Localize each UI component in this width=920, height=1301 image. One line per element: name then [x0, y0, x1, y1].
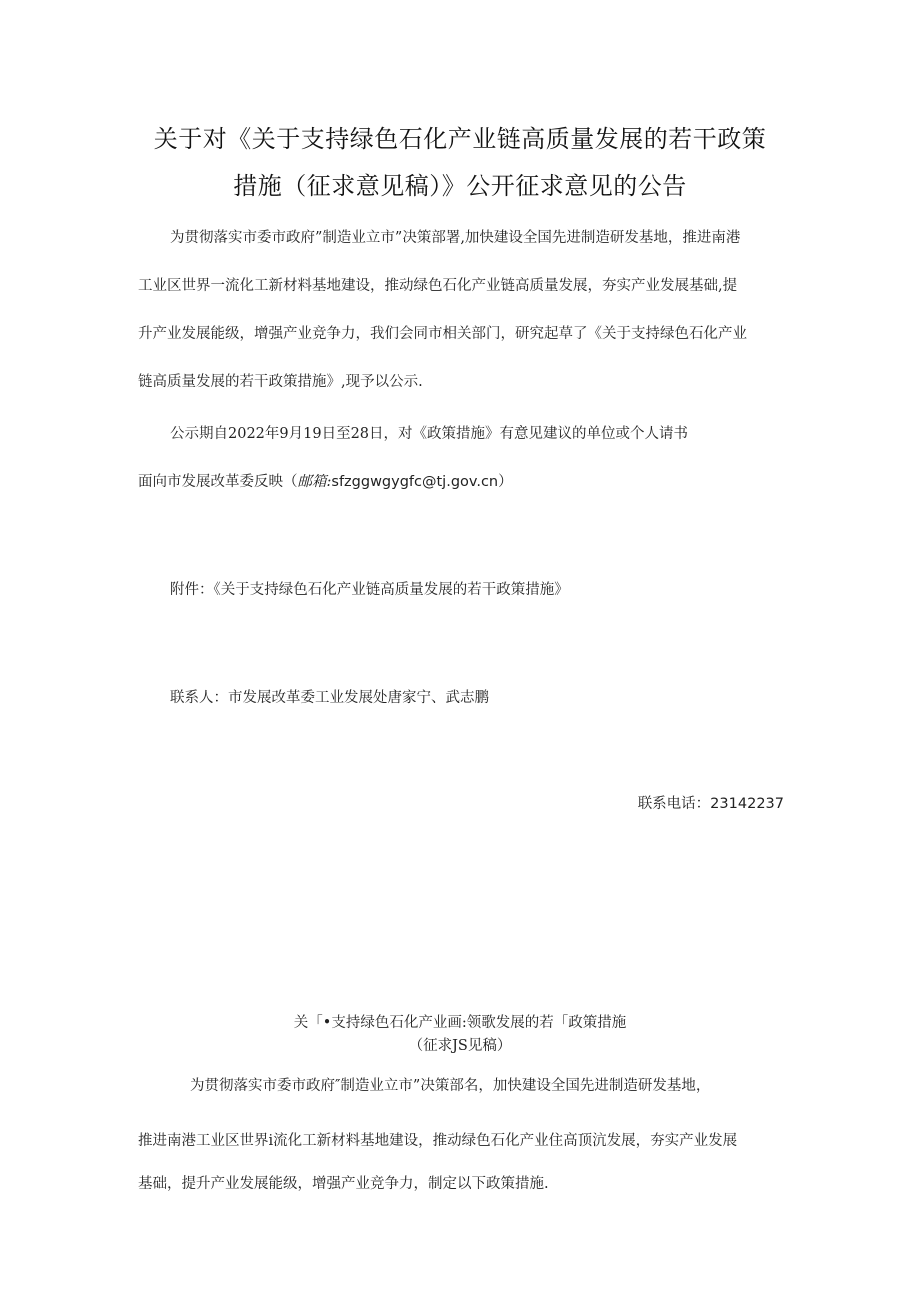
- attachment-title-line-1: 关「•支持绿色石化产业画:领歌发展的若「政策措施: [293, 1015, 627, 1031]
- notice-title-line-2: 措施（征求意见稿）》公开征求意见的公告: [233, 172, 687, 200]
- intro-paragraph-line-3: 升产业发展能级，增强产业竞争力，我们会同市相关部门，研究起草了《关于支持绿色石化产业: [138, 326, 747, 342]
- feedback-suffix: ）: [498, 474, 513, 490]
- intro-paragraph-line-1: 为贯彻落实市委市政府”制造业立市”决策部署,加快建设全国先进制造研发基地，推进南港: [170, 230, 741, 246]
- email-label: 邮箱:: [297, 474, 332, 490]
- attachment-body-line-1: 为贯彻落实市委市政府″制造业立市”决策部名，加快建设全国先进制造研发基地，: [190, 1078, 711, 1094]
- attachment-body-line-3: 基础，提升产业发展能级，增强产业竞争力，制定以下政策措施.: [138, 1176, 549, 1192]
- feedback-prefix: 面向市发展改革委反映（: [138, 474, 298, 490]
- attachment-title-line-2: （征求JS见稿）: [408, 1038, 512, 1054]
- phone-line: 联系电话：23142237: [637, 796, 784, 812]
- attachment-body-line-2: 推进南港工业区世界i流化工新材料基地建设，推动绿色石化产业住高顶沆发展，夯实产业发展: [138, 1133, 738, 1149]
- attachment-line: 附件：《关于支持绿色石化产业链高质量发展的若干政策措施》: [170, 582, 569, 598]
- feedback-line: [138, 470, 513, 491]
- intro-paragraph-line-2: 工业区世界一流化工新材料基地建设，推动绿色石化产业链高质量发展，夯实产业发展基础,提: [138, 278, 738, 294]
- email-link[interactable]: sfzggwgygfc@tj.gov.cn: [331, 474, 499, 490]
- notice-title-line-1: 关于对《关于支持绿色石化产业链高质量发展的若干政策: [153, 125, 767, 153]
- contact-line: 联系人：市发展改革委工业发展处唐家宁、武志鹏: [170, 690, 489, 706]
- intro-paragraph-line-4: 链高质量发展的若干政策措施》,现予以公示.: [138, 374, 423, 390]
- period-line: 公示期自2022年9月19日至28日，对《政策措施》有意见建议的单位或个人请书: [170, 426, 689, 442]
